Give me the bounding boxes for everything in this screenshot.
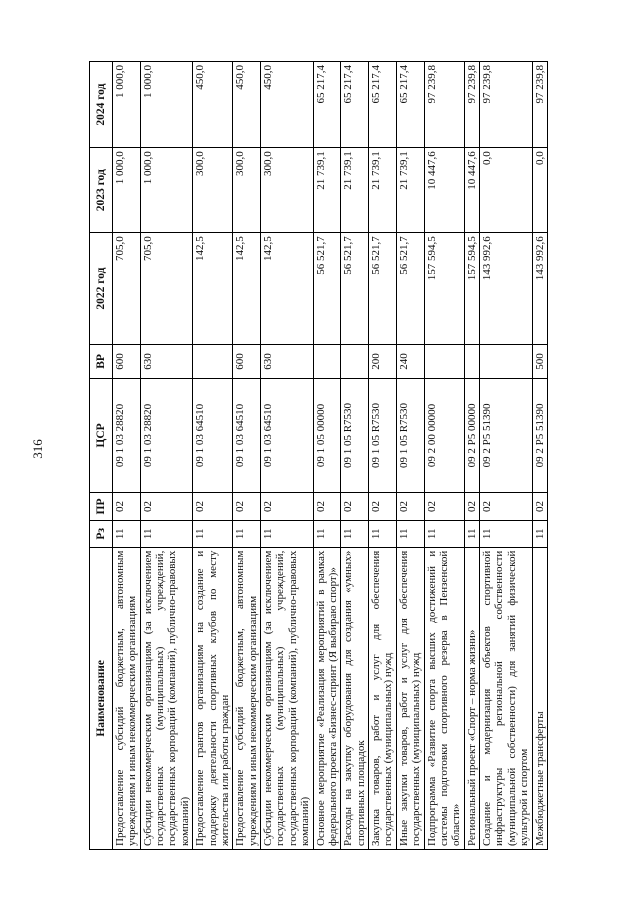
cell-vr: 600 bbox=[233, 344, 261, 378]
cell-rz: 11 bbox=[464, 520, 479, 547]
cell-name: Иные закупки товаров, работ и услуг для обеспечения государственных (муниципальных) нужд bbox=[396, 547, 424, 849]
cell-vr bbox=[424, 344, 464, 378]
cell-vr bbox=[193, 344, 233, 378]
table-row bbox=[261, 62, 313, 850]
cell-2022: 56 521,7 bbox=[341, 233, 369, 345]
cell-2023: 21 739,1 bbox=[369, 148, 397, 233]
cell-2022: 705,0 bbox=[140, 233, 192, 345]
cell-rz: 11 bbox=[369, 520, 397, 547]
cell-2024: 65 217,4 bbox=[369, 62, 397, 148]
cell-csr: 09 2 P5 51390 bbox=[480, 378, 532, 492]
cell-name: Закупка товаров, работ и услуг для обеспечения государственных (муниципальных) нужд bbox=[369, 547, 397, 849]
col-header-csr: ЦСР bbox=[90, 378, 113, 492]
cell-2024: 450,0 bbox=[233, 62, 261, 148]
cell-2024: 65 217,4 bbox=[341, 62, 369, 148]
cell-pr: 02 bbox=[313, 493, 341, 521]
table-row bbox=[480, 62, 532, 850]
cell-pr: 02 bbox=[424, 493, 464, 521]
cell-csr: 09 1 03 64510 bbox=[193, 378, 233, 492]
cell-2023: 1 000,0 bbox=[140, 148, 192, 233]
cell-name: Субсидии некоммерческим организациям (за исключением государственных (муниципальных) учреждений, государственных корпораций (компаний), публично-правовых компаний) bbox=[261, 547, 313, 849]
cell-csr: 09 1 05 R7530 bbox=[396, 378, 424, 492]
cell-2024: 97 239,8 bbox=[464, 62, 479, 148]
page-number: 316 bbox=[30, 439, 45, 459]
cell-rz: 11 bbox=[532, 520, 547, 547]
cell-rz: 11 bbox=[193, 520, 233, 547]
cell-rz: 11 bbox=[480, 520, 532, 547]
cell-2022: 143 992,6 bbox=[480, 233, 532, 345]
cell-2024: 65 217,4 bbox=[313, 62, 341, 148]
cell-vr bbox=[480, 344, 532, 378]
cell-2022: 157 594,5 bbox=[464, 233, 479, 345]
budget-table-rotated bbox=[89, 61, 548, 850]
cell-name: Межбюджетные трансферты bbox=[532, 547, 547, 849]
cell-pr: 02 bbox=[140, 493, 192, 521]
cell-vr bbox=[341, 344, 369, 378]
cell-2023: 10 447,6 bbox=[424, 148, 464, 233]
table-row bbox=[341, 62, 369, 850]
cell-2023: 300,0 bbox=[233, 148, 261, 233]
cell-vr bbox=[313, 344, 341, 378]
cell-pr: 02 bbox=[532, 493, 547, 521]
cell-name: Предоставление субсидий бюджетным, автономным учреждениям и иным некоммерческим организациям bbox=[233, 547, 261, 849]
cell-2023: 0,0 bbox=[480, 148, 532, 233]
cell-name: Региональный проект «Спорт – норма жизни» bbox=[464, 547, 479, 849]
cell-csr: 09 2 P5 00000 bbox=[464, 378, 479, 492]
cell-rz: 11 bbox=[261, 520, 313, 547]
table-row bbox=[313, 62, 341, 850]
cell-pr: 02 bbox=[480, 493, 532, 521]
cell-2022: 142,5 bbox=[193, 233, 233, 345]
col-header-2022: 2022 год bbox=[90, 233, 113, 345]
cell-2022: 143 992,6 bbox=[532, 233, 547, 345]
table-row bbox=[369, 62, 397, 850]
budget-table bbox=[89, 61, 548, 850]
cell-2024: 65 217,4 bbox=[396, 62, 424, 148]
cell-rz: 11 bbox=[113, 520, 141, 547]
cell-2023: 21 739,1 bbox=[341, 148, 369, 233]
cell-2023: 300,0 bbox=[193, 148, 233, 233]
cell-vr: 630 bbox=[261, 344, 313, 378]
cell-vr bbox=[464, 344, 479, 378]
cell-2024: 1 000,0 bbox=[113, 62, 141, 148]
col-header-vr: ВР bbox=[90, 344, 113, 378]
cell-pr: 02 bbox=[369, 493, 397, 521]
cell-2024: 97 239,8 bbox=[532, 62, 547, 148]
cell-2023: 21 739,1 bbox=[313, 148, 341, 233]
table-row bbox=[396, 62, 424, 850]
cell-vr: 200 bbox=[369, 344, 397, 378]
cell-name: Расходы на закупку оборудования для создания «умных» спортивных площадок bbox=[341, 547, 369, 849]
cell-name: Создание и модернизация объектов спортивной инфраструктуры региональной собственности (муниципальной собственности) для занятий физической культурой и спортом bbox=[480, 547, 532, 849]
cell-pr: 02 bbox=[396, 493, 424, 521]
col-header-pr: ПР bbox=[90, 493, 113, 521]
cell-vr: 600 bbox=[113, 344, 141, 378]
cell-2022: 56 521,7 bbox=[369, 233, 397, 345]
cell-csr: 09 1 03 28820 bbox=[113, 378, 141, 492]
cell-2022: 705,0 bbox=[113, 233, 141, 345]
cell-name: Предоставление грантов организациям на создание и поддержку деятельности спортивных клубов по месту жительства или работы граждан bbox=[193, 547, 233, 849]
cell-rz: 11 bbox=[396, 520, 424, 547]
cell-2024: 97 239,8 bbox=[480, 62, 532, 148]
cell-2023: 0,0 bbox=[532, 148, 547, 233]
cell-csr: 09 1 03 64510 bbox=[261, 378, 313, 492]
col-header-rz: Рз bbox=[90, 520, 113, 547]
cell-csr: 09 2 P5 51390 bbox=[532, 378, 547, 492]
cell-vr: 630 bbox=[140, 344, 192, 378]
table-row bbox=[464, 62, 479, 850]
cell-2023: 1 000,0 bbox=[113, 148, 141, 233]
cell-pr: 02 bbox=[464, 493, 479, 521]
cell-2024: 97 239,8 bbox=[424, 62, 464, 148]
table-header-row bbox=[90, 62, 113, 850]
table-row bbox=[424, 62, 464, 850]
cell-2024: 450,0 bbox=[261, 62, 313, 148]
cell-name: Субсидии некоммерческим организациям (за исключением государственных (муниципальных) учреждений, государственных корпораций (компаний), публично-правовых компаний) bbox=[140, 547, 192, 849]
cell-rz: 11 bbox=[313, 520, 341, 547]
cell-2023: 300,0 bbox=[261, 148, 313, 233]
cell-rz: 11 bbox=[341, 520, 369, 547]
cell-csr: 09 1 05 R7530 bbox=[369, 378, 397, 492]
cell-2022: 142,5 bbox=[261, 233, 313, 345]
table-row bbox=[113, 62, 141, 850]
cell-2022: 157 594,5 bbox=[424, 233, 464, 345]
cell-name: Основное мероприятие «Реализация мероприятий в рамках федерального проекта «Бизнес-спринт (Я выбираю спорт)» bbox=[313, 547, 341, 849]
cell-name: Предоставление субсидий бюджетным, автономным учреждениям и иным некоммерческим организациям bbox=[113, 547, 141, 849]
cell-2023: 10 447,6 bbox=[464, 148, 479, 233]
cell-pr: 02 bbox=[113, 493, 141, 521]
col-header-2024: 2024 год bbox=[90, 62, 113, 148]
col-header-name: Наименование bbox=[90, 547, 113, 849]
cell-pr: 02 bbox=[261, 493, 313, 521]
cell-2024: 1 000,0 bbox=[140, 62, 192, 148]
cell-pr: 02 bbox=[341, 493, 369, 521]
cell-csr: 09 1 05 00000 bbox=[313, 378, 341, 492]
cell-vr: 500 bbox=[532, 344, 547, 378]
cell-csr: 09 1 05 R7530 bbox=[341, 378, 369, 492]
cell-2022: 56 521,7 bbox=[313, 233, 341, 345]
cell-name: Подпрограмма «Развитие спорта высших достижений и системы подготовки спортивного резерва в Пензенской области» bbox=[424, 547, 464, 849]
cell-rz: 11 bbox=[424, 520, 464, 547]
cell-vr: 240 bbox=[396, 344, 424, 378]
cell-2024: 450,0 bbox=[193, 62, 233, 148]
cell-2023: 21 739,1 bbox=[396, 148, 424, 233]
table-row bbox=[233, 62, 261, 850]
col-header-2023: 2023 год bbox=[90, 148, 113, 233]
cell-2022: 56 521,7 bbox=[396, 233, 424, 345]
cell-csr: 09 1 03 64510 bbox=[233, 378, 261, 492]
table-row bbox=[193, 62, 233, 850]
table-row bbox=[140, 62, 192, 850]
cell-rz: 11 bbox=[140, 520, 192, 547]
cell-pr: 02 bbox=[193, 493, 233, 521]
cell-2022: 142,5 bbox=[233, 233, 261, 345]
cell-pr: 02 bbox=[233, 493, 261, 521]
cell-csr: 09 2 00 00000 bbox=[424, 378, 464, 492]
cell-csr: 09 1 03 28820 bbox=[140, 378, 192, 492]
cell-rz: 11 bbox=[233, 520, 261, 547]
table-row bbox=[532, 62, 547, 850]
